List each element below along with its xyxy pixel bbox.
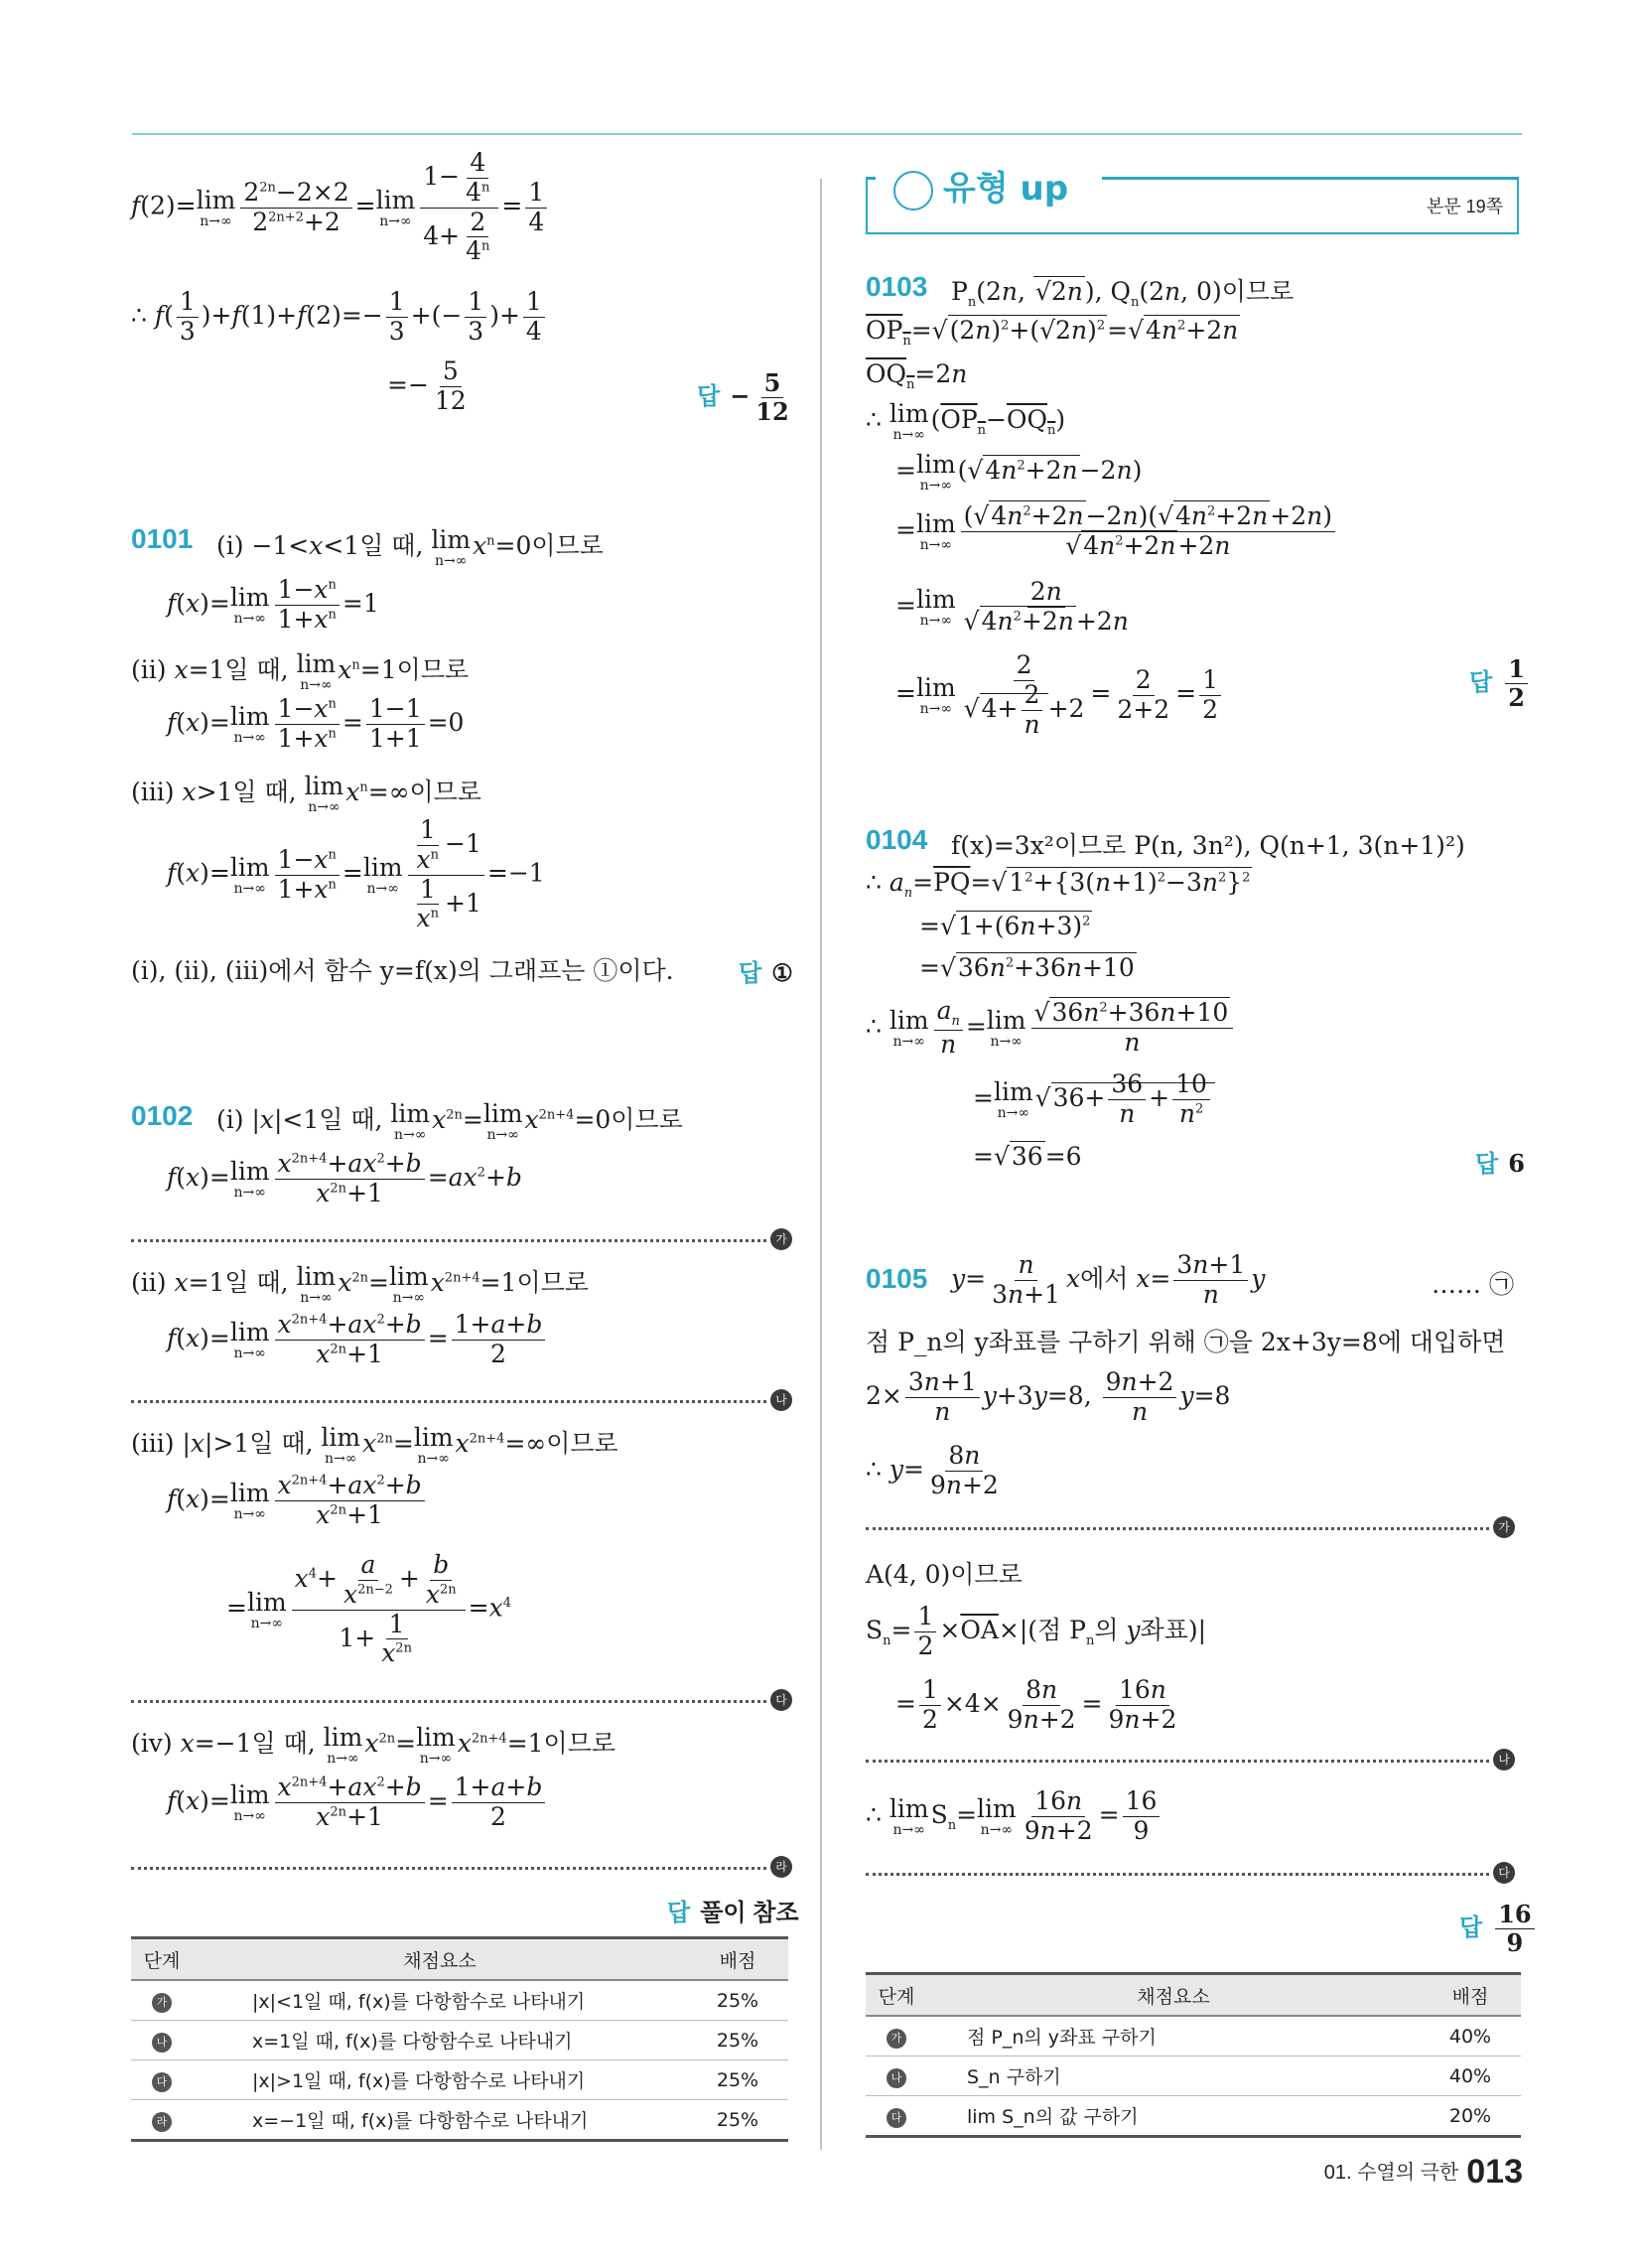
problem-number-0101: 0101 bbox=[131, 523, 194, 554]
p0103-line-1: $P_n(2n$, √2n), $Q_n(2n$, 0)이므로 bbox=[951, 277, 1295, 310]
answer-label: 답 bbox=[667, 1900, 691, 1926]
table-cell-item: S_n 구하기 bbox=[927, 2056, 1420, 2096]
p0101-case-1: (ⅰ) −1<x<1일 때, lim n→∞ $x^n=0$이므로 bbox=[216, 525, 604, 569]
table-cell-item: |x|>1일 때, f(x)를 다항함수로 나타내기 bbox=[193, 2060, 687, 2100]
col-header-item: 채점요소 bbox=[193, 1938, 687, 1981]
p0102-case-2: (ⅱ) x=1일 때, lim n→∞ $x^{2n}=\lim$ n→∞ $x^{2n+4}=1$이므로 bbox=[131, 1262, 589, 1306]
table-cell-item: lim S_n의 값 구하기 bbox=[927, 2096, 1420, 2137]
p0104-line-6: =lim n→∞ √36+ $\frac{36}{n}$ + $\frac{10}{n^2}$ bbox=[973, 1070, 1215, 1129]
table-row bbox=[131, 2100, 788, 2141]
section-reference: 본문 19쪽 bbox=[1426, 197, 1503, 216]
p0105-line-2: 점 P_n의 y좌표를 구하기 위해 ㉠을 2x+3y=8에 대입하면 bbox=[866, 1328, 1506, 1356]
step-badge: 라 bbox=[152, 2112, 172, 2132]
problem-number-0104: 0104 bbox=[866, 824, 928, 855]
answer-label: 답 bbox=[1469, 668, 1493, 696]
chapter-title: 01. 수열의 극한 bbox=[1323, 2162, 1459, 2184]
answer-0100: 답 − $\frac{5}{12}$ bbox=[697, 368, 789, 426]
p0104-line-3: $=√1+(6n+3)^2$ bbox=[919, 912, 1091, 940]
problem-number-0102: 0102 bbox=[131, 1100, 194, 1131]
problem-number-0105: 0105 bbox=[866, 1263, 928, 1294]
p0104-line-5: ∴ lim n→∞ $\frac{a_n}{n}$ =lim n→∞ $\frac{√36n^2+36n+10}{n}$ bbox=[866, 997, 1236, 1060]
p0101-case-3: (ⅲ) x>1일 때, lim n→∞ $x^n=\infty$이므로 bbox=[131, 772, 481, 815]
p0103-line-6: =lim n→∞ $\frac{(√4n^2+2n-2n)(√4n^2+2n+2n)}{√4n^2+2n+2n}$ bbox=[895, 502, 1338, 561]
dotted-separator bbox=[866, 1527, 1489, 1530]
p0105-line-4: ∴ y= $\frac{8n}{9n+2}$ bbox=[866, 1441, 999, 1499]
problem-number-0103: 0103 bbox=[866, 271, 928, 302]
table-cell-score: 40% bbox=[1420, 2056, 1521, 2096]
table-cell-item: |x|<1일 때, f(x)를 다항함수로 나타내기 bbox=[193, 1980, 687, 2021]
col-header-item: 채점요소 bbox=[927, 1974, 1420, 2017]
table-cell-score: 25% bbox=[687, 2021, 788, 2060]
p0101-case-2: (ⅱ) x=1일 때, lim n→∞ $x^n=1$이므로 bbox=[131, 649, 470, 693]
step-mark-na: 나 bbox=[770, 1389, 792, 1411]
p0104-line-1: f(x)=3x²이므로 P(n, 3n²), Q(n+1, 3(n+1)²) bbox=[951, 831, 1465, 860]
step-badge: 나 bbox=[152, 2033, 172, 2053]
section-title: 유형 up bbox=[943, 169, 1069, 209]
answer-label: 답 bbox=[1459, 1914, 1483, 1941]
p0101-eq-1: f(x)=lim n→∞ $\frac{1-x^n}{1+x^n}$ =1 bbox=[167, 575, 379, 634]
p0102-eq-3: f(x)=lim n→∞ $\frac{x^{2n+4}+ax^2+b}{x^{2n}+1}$ bbox=[167, 1472, 428, 1530]
p0104-line-2: ∴ $a_n=\overline{PQ}=√1^2+\{3(n+1)^2-3n^2\}^2$ bbox=[866, 868, 1251, 901]
page-footer bbox=[1324, 2153, 1523, 2192]
p0101-eq-3: f(x)=lim n→∞ $\frac{1-x^n}{1+x^n}$ =lim n→∞ $\frac{1}{x^n}$ −1 $\frac{1}{x^n}$ +1 =−1 bbox=[167, 815, 545, 933]
page-number: 013 bbox=[1466, 2153, 1523, 2191]
step-badge: 가 bbox=[152, 1993, 172, 2013]
table-row bbox=[866, 2016, 1521, 2056]
dotted-separator bbox=[131, 1400, 766, 1403]
p0102-eq-5: f(x)=lim n→∞ $\frac{x^{2n+4}+ax^2+b}{x^{2n}+1}$ = $\frac{1+a+b}{2}$ bbox=[167, 1773, 548, 1832]
column-divider bbox=[820, 179, 822, 2150]
table-row bbox=[131, 2060, 788, 2100]
top-rule bbox=[132, 133, 1522, 135]
reference-mark: …… ㉠ bbox=[1432, 1270, 1514, 1299]
p0104-line-4: $=√36n^2+36n+10$ bbox=[919, 953, 1135, 982]
p0101-conclusion: (ⅰ), (ⅱ), (ⅲ)에서 함수 y=f(x)의 그래프는 ①이다. bbox=[131, 956, 674, 985]
p0105-line-3: 2× $\frac{3n+1}{n}$ y+3y=8, $\frac{9n+2}{n}$ y=8 bbox=[866, 1367, 1231, 1426]
p0103-line-3: $OQ_n=2n$ bbox=[866, 359, 968, 392]
p0102-case-1: (ⅰ) |x|<1일 때, lim n→∞ $x^{2n}=\lim$ n→∞ $x^{2n+4}=0$이므로 bbox=[216, 1099, 683, 1143]
p0105-line-6: $S_n=$ $\frac{1}{2}$ $\times\overline{OA}\times|$(점 $P_n$의 y좌표)| bbox=[866, 1602, 1207, 1660]
answer-0101 bbox=[739, 953, 793, 988]
table-cell-item: x=−1일 때, f(x)를 다항함수로 나타내기 bbox=[193, 2100, 687, 2141]
p0105-line-8: ∴ lim n→∞ $S_n=\lim$ n→∞ $\frac{16n}{9n+2}$ = $\frac{16}{9}$ bbox=[866, 1787, 1163, 1846]
answer-0103: 답 $\frac{1}{2}$ bbox=[1469, 655, 1531, 711]
table-row bbox=[131, 1980, 788, 2021]
col-header-step: 단계 bbox=[131, 1938, 193, 1981]
dotted-separator bbox=[131, 1867, 766, 1870]
notebook-icon bbox=[893, 171, 933, 211]
table-cell-item: x=1일 때, f(x)를 다항함수로 나타내기 bbox=[193, 2021, 687, 2060]
dotted-separator bbox=[131, 1700, 766, 1703]
answer-label: 답 bbox=[1475, 1151, 1499, 1178]
table-cell-score: 25% bbox=[687, 2060, 788, 2100]
table-cell-item: 점 P_n의 y좌표 구하기 bbox=[927, 2016, 1420, 2056]
dotted-separator bbox=[131, 1239, 766, 1242]
p0105-line-5: A(4, 0)이므로 bbox=[866, 1560, 1023, 1589]
answer-value: 6 bbox=[1508, 1149, 1525, 1178]
answer-0104 bbox=[1475, 1144, 1525, 1179]
answer-value: ① bbox=[771, 958, 793, 987]
dotted-separator bbox=[866, 1873, 1489, 1876]
step-badge: 다 bbox=[887, 2108, 906, 2128]
answer-value: 풀이 참조 bbox=[700, 1900, 799, 1926]
col-header-step: 단계 bbox=[866, 1974, 927, 2017]
step-badge: 다 bbox=[152, 2072, 172, 2092]
answer-0102 bbox=[667, 1893, 799, 1927]
table-cell-score: 25% bbox=[687, 2100, 788, 2141]
p0102-eq-2: f(x)=lim n→∞ $\frac{x^{2n+4}+ax^2+b}{x^{2n}+1}$ = $\frac{1+a+b}{2}$ bbox=[167, 1311, 548, 1369]
answer-label: 답 bbox=[739, 960, 762, 987]
step-mark-ga: 가 bbox=[1493, 1516, 1515, 1538]
p0102-eq-1: f(x)=lim n→∞ $\frac{x^{2n+4}+ax^2+b}{x^{2n}+1}$ $=ax^2+b$ bbox=[167, 1149, 522, 1207]
step-badge: 나 bbox=[887, 2068, 906, 2088]
scoring-table-0105 bbox=[866, 1972, 1521, 2138]
scoring-table-0102 bbox=[131, 1936, 788, 2142]
table-cell-score: 40% bbox=[1420, 2016, 1521, 2056]
p0103-line-5: =lim n→∞ $(√4n^2+2n-2n)$ bbox=[895, 450, 1143, 494]
p0102-case-3: (ⅲ) |x|>1일 때, lim n→∞ $x^{2n}=\lim$ n→∞ $x^{2n+4}=\infty$이므로 bbox=[131, 1423, 618, 1467]
p0103-line-7: =lim n→∞ $\frac{2n}{√4n^2+2n+2n}$ bbox=[895, 577, 1129, 636]
p0103-line-2: $OP_n=√(2n)^2+(√2n)^2=√4n^2+2n$ bbox=[866, 316, 1239, 349]
step-mark-ga: 가 bbox=[770, 1228, 792, 1250]
intro-equation-1: f(2)=lim n→∞ $\frac{2^{2n}-2\times 2}{2^{2n+2}+2}$ =lim n→∞ 1− $\frac{4}{4^n}$ 4+ $\frac{2}{4^n}$ = $\frac{1}{4}$ bbox=[131, 149, 550, 266]
table-row bbox=[866, 2056, 1521, 2096]
step-mark-da: 다 bbox=[770, 1689, 792, 1711]
intro-equation-3: =− $\frac{5}{12}$ bbox=[387, 356, 467, 415]
section-header bbox=[866, 169, 1519, 234]
p0101-eq-2: f(x)=lim n→∞ $\frac{1-x^n}{1+x^n}$ = $\frac{1-1}{1+1}$ =0 bbox=[167, 694, 465, 753]
p0104-line-7: =√36=6 bbox=[973, 1142, 1082, 1171]
step-mark-ra: 라 bbox=[770, 1856, 792, 1878]
p0102-eq-4: =lim n→∞ $x^4+$ $\frac{a}{x^{2n-2}}$ + $\frac{b}{x^{2n}}$ 1+ $\frac{1}{x^{2n}}$ $=x^4$ bbox=[226, 1550, 511, 1668]
col-header-score: 배점 bbox=[1420, 1974, 1521, 2017]
table-cell-score: 25% bbox=[687, 1980, 788, 2021]
p0103-line-4: ∴ lim n→∞ $(OP_n-OQ_n)$ bbox=[866, 399, 1066, 443]
step-badge: 가 bbox=[887, 2029, 906, 2049]
table-cell-score: 20% bbox=[1420, 2096, 1521, 2137]
intro-equation-2: ∴ f( $\frac{1}{3}$ )+f(1)+f(2)=− $\frac{1}{3}$ +(− $\frac{1}{3}$ )+ $\frac{1}{4}$ bbox=[131, 288, 548, 347]
p0103-line-8: =lim n→∞ 2 √4+ $\frac{2}{n}$ +2 = $\frac{2}{2+2}$ = $\frac{1}{2}$ bbox=[895, 651, 1224, 739]
p0105-line-1: y= $\frac{n}{3n+1}$ x에서 x= $\frac{3n+1}{n}$ y bbox=[951, 1250, 1266, 1309]
p0105-line-7: = $\frac{1}{2}$ ×4× $\frac{8n}{9n+2}$ = $\frac{16n}{9n+2}$ bbox=[895, 1675, 1177, 1734]
step-mark-na: 나 bbox=[1493, 1749, 1515, 1771]
step-mark-da: 다 bbox=[1493, 1862, 1515, 1884]
dotted-separator bbox=[866, 1760, 1489, 1763]
p0102-case-4: (ⅳ) x=−1일 때, lim n→∞ $x^{2n}=\lim$ n→∞ $x^{2n+4}=1$이므로 bbox=[131, 1723, 616, 1767]
table-row bbox=[866, 2096, 1521, 2137]
answer-0105: 답 $\frac{16}{9}$ bbox=[1459, 1901, 1538, 1956]
col-header-score: 배점 bbox=[687, 1938, 788, 1981]
table-row bbox=[131, 2021, 788, 2060]
answer-label: 답 bbox=[697, 382, 721, 410]
